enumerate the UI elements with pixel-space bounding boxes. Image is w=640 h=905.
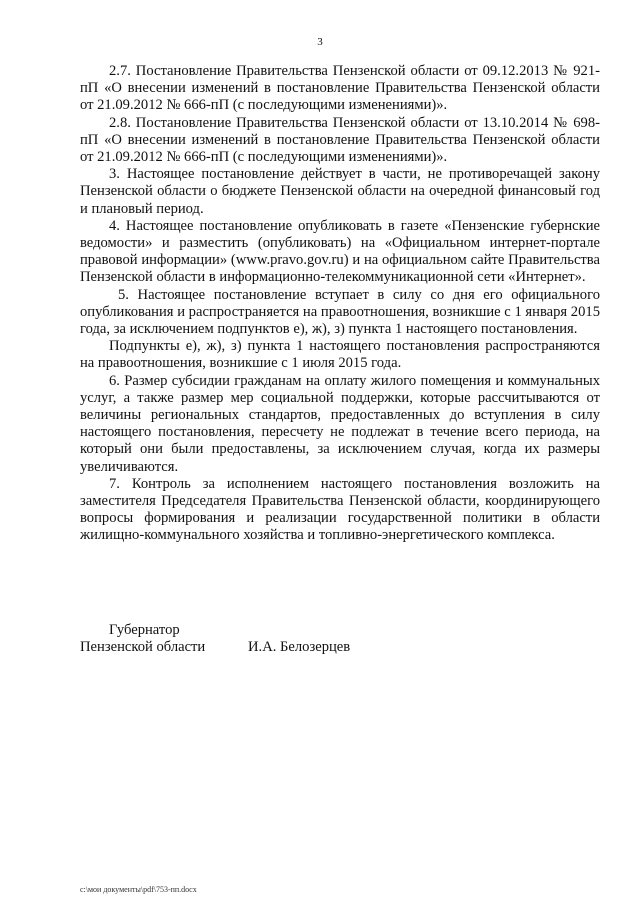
paragraph-2-8: 2.8. Постановление Правительства Пензенской области от 13.10.2014 № 698-пП «О внесении изменений в постановление Правительства Пензенской области от 21.09.2012 № 666-пП (с последующими изменениями)». <box>80 114 600 166</box>
footer-file-path: c:\мои документы\pdf\753-пп.docx <box>80 885 197 894</box>
paragraph-3: 3. Настоящее постановление действует в части, не противоречащей закону Пензенской области о бюджете Пензенской области на очередной финансовый год и плановый период. <box>80 166 600 217</box>
signature-title: Губернатор <box>109 622 180 638</box>
paragraph-6: 6. Размер субсидии гражданам на оплату жилого помещения и коммунальных услуг, а также размер мер социальной поддержки, которые рассчитываются от величины региональных стандартов, предоставленных до вступления в силу настоящего постановления, пересчету не подлежат в течение всего периода, на который они были предоставлены, за исключением случая, когда их размеры увеличиваются. <box>80 372 600 475</box>
signature-region: Пензенской области <box>80 639 206 655</box>
paragraph-4: 4. Настоящее постановление опубликовать в газете «Пензенские губернские ведомости» и разместить (опубликовать) на «Официальном интернет-портале правовой информации» (www.pravo.gov.ru) и на официальном сайте Правительства Пензенской области в информационно-телекоммуникационной сети «Интернет». <box>80 217 600 286</box>
paragraph-2-7: 2.7. Постановление Правительства Пензенской области от 09.12.2013 № 921-пП «О внесении изменений в постановление Правительства Пензенской области от 21.09.2012 № 666-пП (с последующими изменениями)». <box>80 63 600 114</box>
page-number: 3 <box>317 36 323 48</box>
paragraph-7: 7. Контроль за исполнением настоящего постановления возложить на заместителя Председателя Правительства Пензенской области, координирующего вопросы формирования и реализации государственной политики в области жилищно-коммунального хозяйства и топливно-энергетического комплекса. <box>80 475 600 544</box>
document-body <box>80 63 600 545</box>
signature-name: И.А. Белозерцев <box>248 639 351 655</box>
paragraph-5-subclauses: Подпункты е), ж), з) пункта 1 настоящего постановления распространяются на правоотношения, возникшие с 1 июля 2015 года. <box>80 338 600 372</box>
paragraph-5: 5. Настоящее постановление вступает в силу со дня его официального опубликования и распространяется на правоотношения, возникшие с 1 января 2015 года, за исключением подпунктов е), ж), з) пункта 1 настоящего постановления. <box>80 286 600 338</box>
